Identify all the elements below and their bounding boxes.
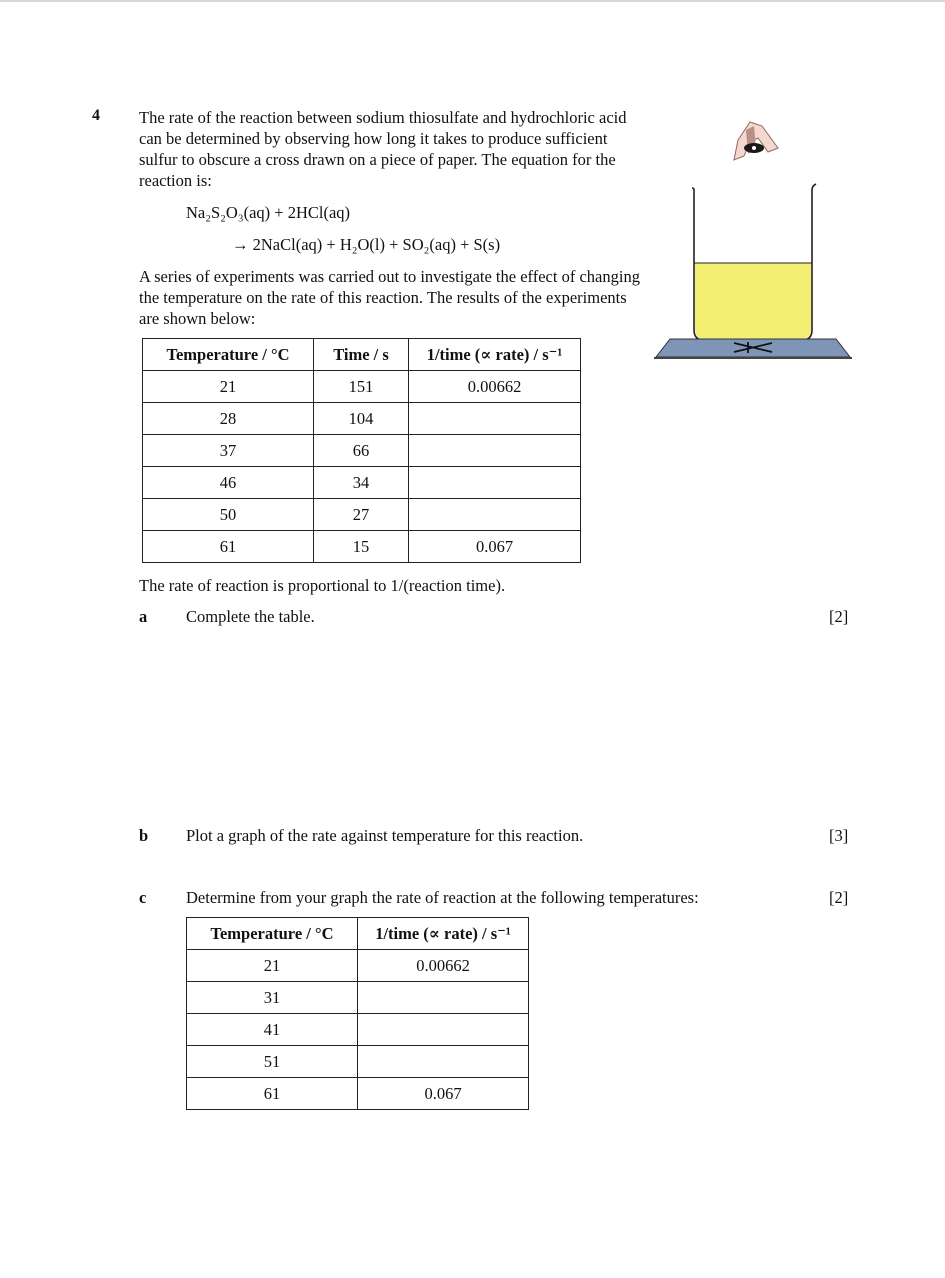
part-c-marks: [2] [829, 888, 849, 907]
equation-products: → 2NaCl(aq) + H₂O(l) + SO₂(aq) + S(s) [232, 235, 501, 254]
temperature-cell: 46 [143, 467, 314, 499]
header-temperature: Temperature / °C [187, 918, 358, 950]
table-row [143, 435, 581, 467]
part-b-text: Plot a graph of the rate against temperature for this reaction. [186, 826, 584, 845]
part-c-text: Determine from your graph the rate of reaction at the following temperatures: [186, 888, 699, 907]
experiment-description: A series of experiments was carried out to investigate the effect of changing the temperature on the rate of this reaction. The results of the experiments are shown below: [139, 267, 640, 328]
table-row [187, 982, 529, 1014]
temperature-cell: 21 [143, 371, 314, 403]
temperature-cell: 41 [187, 1014, 358, 1046]
question-intro: The rate of the reaction between sodium thiosulfate and hydrochloric acid can be determined by observing how long it takes to produce sufficient sulfur to obscure a cross drawn on a piece of paper. The equation for the reaction is: [139, 108, 627, 190]
time-cell: 27 [314, 499, 409, 531]
solution-liquid [695, 263, 811, 339]
table-row [187, 1014, 529, 1046]
rate-cell: 0.067 [358, 1078, 529, 1110]
proportional-statement: The rate of reaction is proportional to 1/(reaction time). [139, 576, 506, 595]
rate-cell: 0.00662 [358, 950, 529, 982]
part-a-text: Complete the table. [186, 607, 315, 626]
temperature-cell: 51 [187, 1046, 358, 1078]
temperature-cell: 37 [143, 435, 314, 467]
paper-tile [654, 339, 852, 358]
rate-cell[interactable] [409, 499, 581, 531]
table-header-row [187, 918, 529, 950]
table-row [143, 371, 581, 403]
rate-cell[interactable] [358, 982, 529, 1014]
table-row [143, 403, 581, 435]
temperature-cell: 61 [143, 531, 314, 563]
temperature-cell: 31 [187, 982, 358, 1014]
header-temperature: Temperature / °C [143, 339, 314, 371]
beaker [692, 184, 816, 340]
part-b-marks: [3] [829, 826, 849, 845]
equation-reactants: Na₂S₂O₃(aq) + 2HCl(aq) [186, 203, 351, 222]
part-a-letter: a [139, 607, 148, 626]
table-header-row [143, 339, 581, 371]
rate-cell: 0.067 [409, 531, 581, 563]
rate-cell[interactable] [358, 1014, 529, 1046]
part-c-letter: c [139, 888, 147, 907]
rate-cell[interactable] [409, 435, 581, 467]
header-rate: 1/time (∝ rate) / s⁻¹ [358, 918, 529, 950]
table-row [187, 950, 529, 982]
time-cell: 34 [314, 467, 409, 499]
temperature-cell: 28 [143, 403, 314, 435]
time-cell: 66 [314, 435, 409, 467]
temperature-cell: 50 [143, 499, 314, 531]
part-a-marks: [2] [829, 607, 849, 626]
beaker-experiment-illustration [650, 118, 855, 364]
table-row [187, 1078, 529, 1110]
table-row [143, 467, 581, 499]
results-table [142, 338, 581, 563]
rate-cell[interactable] [409, 403, 581, 435]
table-row [143, 499, 581, 531]
time-cell: 104 [314, 403, 409, 435]
rate-cell[interactable] [409, 467, 581, 499]
eye-icon [734, 122, 778, 160]
graph-readings-table [186, 917, 529, 1110]
temperature-cell: 61 [187, 1078, 358, 1110]
header-time: Time / s [314, 339, 409, 371]
table-row [143, 531, 581, 563]
rate-cell: 0.00662 [409, 371, 581, 403]
time-cell: 151 [314, 371, 409, 403]
rate-cell[interactable] [358, 1046, 529, 1078]
page-top-border [0, 0, 945, 2]
question-number: 4 [92, 107, 100, 124]
header-rate: 1/time (∝ rate) / s⁻¹ [409, 339, 581, 371]
table-row [187, 1046, 529, 1078]
time-cell: 15 [314, 531, 409, 563]
temperature-cell: 21 [187, 950, 358, 982]
part-b-letter: b [139, 826, 149, 845]
